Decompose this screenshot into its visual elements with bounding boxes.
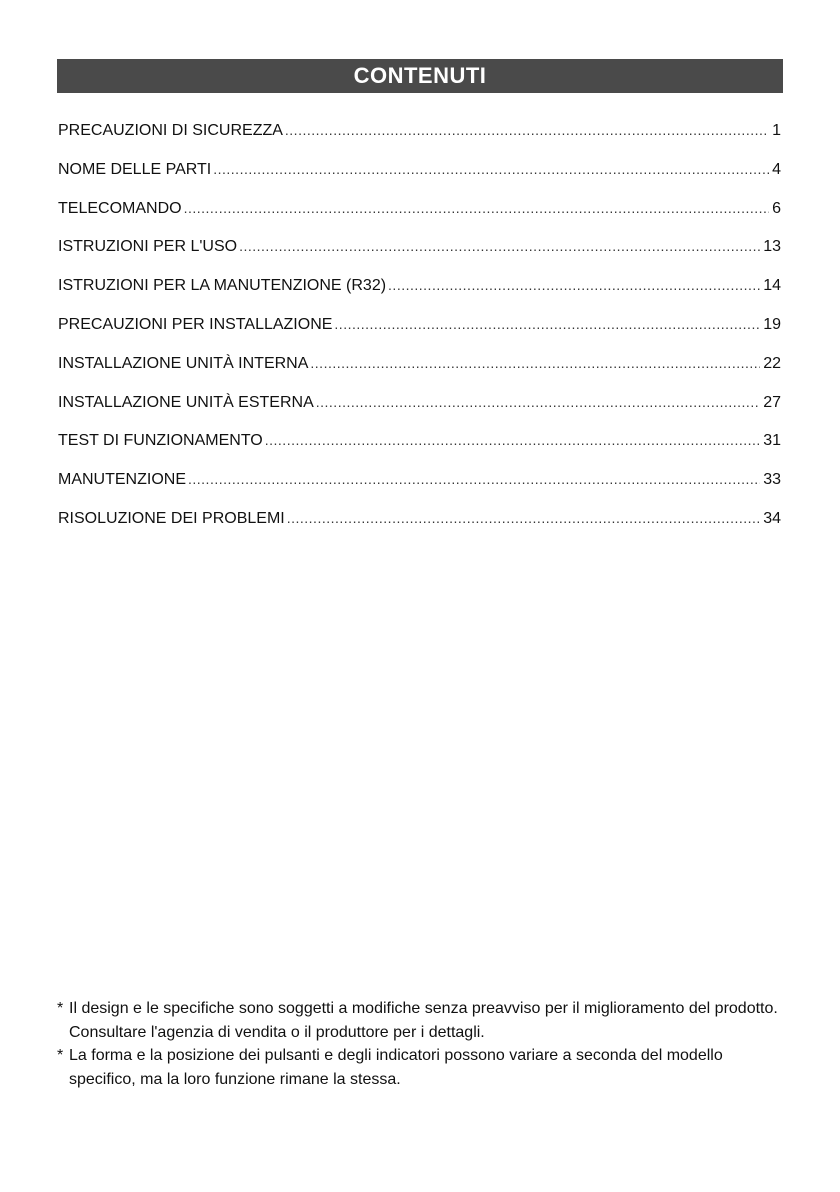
footnote-asterisk: * — [57, 1047, 64, 1064]
toc-dot-leader — [213, 158, 769, 180]
toc-entry[interactable] — [58, 197, 781, 236]
toc-entry-title: PRECAUZIONI PER INSTALLAZIONE — [58, 315, 333, 333]
toc-entry-page: 31 — [763, 432, 781, 450]
toc-dot-leader — [265, 429, 760, 451]
footnotes — [57, 997, 783, 1091]
toc-entry-page: 34 — [763, 509, 781, 527]
toc-entry[interactable] — [58, 429, 781, 468]
toc-entry-title: ISTRUZIONI PER L'USO — [58, 238, 238, 256]
toc-entry-page: 4 — [772, 160, 781, 178]
toc-entry-page: 14 — [763, 277, 781, 295]
toc-entry-page: 13 — [763, 238, 781, 256]
toc-entry[interactable] — [58, 313, 781, 352]
footnote — [57, 997, 783, 1044]
toc-dot-leader — [388, 274, 760, 296]
contents-header-bar — [57, 59, 783, 93]
toc-dot-leader — [188, 468, 760, 490]
toc-entry-page: 33 — [763, 471, 781, 489]
toc-entry-title: NOME DELLE PARTI — [58, 160, 212, 178]
toc-entry[interactable] — [58, 352, 781, 391]
toc-dot-leader — [310, 352, 760, 374]
toc-entry-page: 22 — [763, 354, 781, 372]
footnote-asterisk: * — [57, 1000, 64, 1017]
toc-entry-page: 6 — [772, 199, 781, 217]
toc-entry-title: INSTALLAZIONE UNITÀ ESTERNA — [58, 393, 314, 411]
footnote-text: Il design e le specifiche sono soggetti a modifiche senza preavviso per il miglioramento del prodotto. Consultare l'agenzia di vendita o il produttore per i dettagli. — [69, 1000, 778, 1041]
toc-entry-title: ISTRUZIONI PER LA MANUTENZIONE (R32) — [58, 277, 387, 295]
toc-entry-title: RISOLUZIONE DEI PROBLEMI — [58, 509, 285, 527]
footnote — [57, 1044, 783, 1091]
toc-entry-page: 27 — [763, 393, 781, 411]
toc-dot-leader — [239, 235, 760, 257]
toc-dot-leader — [334, 313, 760, 335]
toc-entry-title: TELECOMANDO — [58, 199, 182, 217]
toc-entry[interactable] — [58, 235, 781, 274]
page-title: CONTENUTI — [353, 63, 487, 88]
toc-entry-title: MANUTENZIONE — [58, 471, 186, 489]
toc-entry-page: 19 — [763, 315, 781, 333]
toc-dot-leader — [316, 391, 760, 413]
toc-entry[interactable] — [58, 158, 781, 197]
toc-dot-leader — [184, 197, 770, 219]
toc-entry-title: INSTALLAZIONE UNITÀ INTERNA — [58, 354, 309, 372]
toc-entry-title: PRECAUZIONI DI SICUREZZA — [58, 122, 283, 139]
toc-entry[interactable] — [58, 468, 781, 507]
toc-entry[interactable] — [58, 391, 781, 430]
toc-entry[interactable] — [58, 119, 781, 158]
toc-entry[interactable] — [58, 274, 781, 313]
toc-entry-title: TEST DI FUNZIONAMENTO — [58, 432, 263, 450]
table-of-contents — [58, 119, 781, 546]
toc-dot-leader — [285, 119, 769, 141]
footnote-text: La forma e la posizione dei pulsanti e degli indicatori possono variare a seconda del modello specifico, ma la loro funzione rimane la stessa. — [69, 1047, 723, 1088]
toc-dot-leader — [287, 507, 760, 529]
toc-entry[interactable] — [58, 507, 781, 546]
toc-entry-page: 1 — [772, 122, 781, 139]
